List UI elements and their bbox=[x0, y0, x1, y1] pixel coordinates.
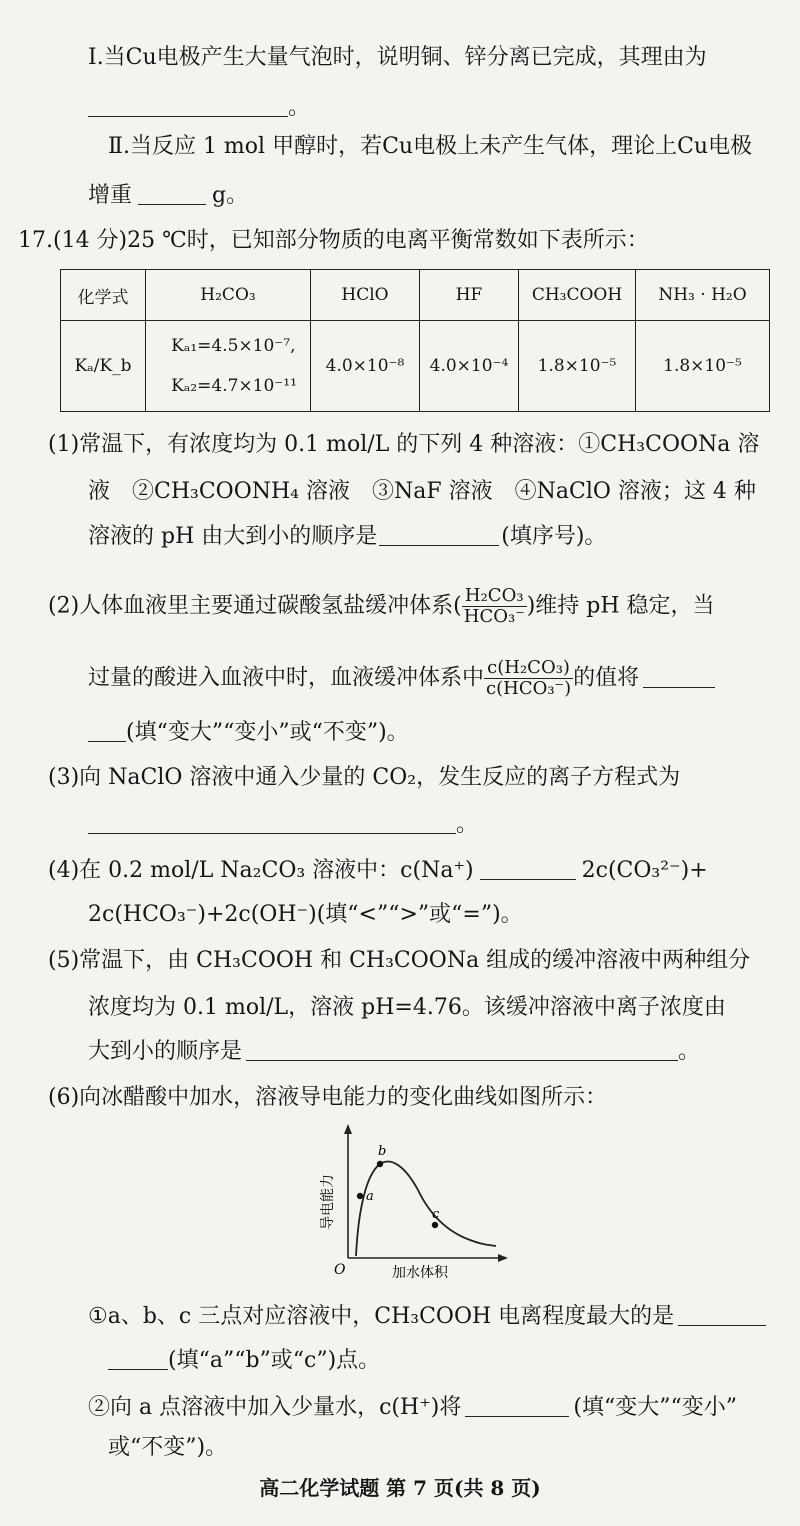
q1-line1: (1)常温下，有浓度均为 0.1 mol/L 的下列 4 种溶液：①CH₃COONa 溶 bbox=[48, 432, 760, 457]
q5-line2: 浓度均为 0.1 mol/L，溶液 pH=4.76。该缓冲溶液中离子浓度由 bbox=[88, 995, 726, 1020]
q6-line1: (6)向冰醋酸中加水，溶液导电能力的变化曲线如图所示： bbox=[48, 1085, 608, 1110]
q1-text: 溶液的 pH 由大到小的顺序是 bbox=[88, 524, 378, 549]
point-b-label: b bbox=[378, 1144, 387, 1159]
q2-hint: (填“变大”“变小”或“不变”)。 bbox=[126, 720, 409, 745]
q6-2-line1 bbox=[88, 1393, 737, 1423]
q5-text: 大到小的顺序是 bbox=[88, 1039, 243, 1064]
period: 。 bbox=[288, 95, 311, 120]
question-II-line1 bbox=[108, 132, 752, 162]
y-axis-label: 导电能力 bbox=[320, 1174, 336, 1230]
period: 。 bbox=[456, 812, 479, 837]
conductivity-graph bbox=[310, 1120, 510, 1280]
q2-line1 bbox=[48, 586, 715, 627]
answer-blank-II[interactable] bbox=[138, 182, 206, 205]
q2-text-c: 过量的酸进入血液中时，血液缓冲体系中 bbox=[88, 665, 485, 691]
fraction-denominator: c(HCO₃⁻) bbox=[486, 678, 572, 699]
ka2-value: Kₐ₂=4.7×10⁻¹¹ bbox=[171, 376, 297, 396]
fraction-numerator: c(H₂CO₃) bbox=[484, 658, 573, 679]
table-cell-nh3h2o: 1.8×10⁻⁵ bbox=[636, 321, 770, 412]
page-footer: 高二化学试题 第 7 页(共 8 页) bbox=[259, 1476, 541, 1500]
table-header-ch3cooh: CH₃COOH bbox=[519, 270, 636, 321]
q2-text-a: (2)人体血液里主要通过碳酸氢盐缓冲体系( bbox=[48, 593, 462, 619]
answer-blank-q2-part1[interactable] bbox=[643, 665, 715, 688]
q2-line2 bbox=[88, 658, 715, 699]
q1-line2: 液 ②CH₃COONH₄ 溶液 ③NaF 溶液 ④NaClO 溶液；这 4 种 bbox=[88, 479, 756, 504]
q1-line3 bbox=[88, 522, 606, 552]
q6-2-line2: 或“不变”)。 bbox=[108, 1435, 228, 1460]
concentration-ratio-fraction bbox=[484, 658, 573, 699]
q6-1-text: ①a、b、c 三点对应溶液中，CH₃COOH 电离程度最大的是 bbox=[88, 1304, 675, 1329]
q3-line2 bbox=[88, 810, 478, 840]
answer-blank-q3[interactable] bbox=[88, 811, 456, 834]
question-II-text: Ⅱ.当反应 1 mol 甲醇时，若Cu电极上未产生气体，理论上Cu电极 bbox=[108, 134, 753, 159]
answer-blank-q2-part2[interactable] bbox=[88, 719, 126, 742]
question-17-header: 17.(14 分)25 ℃时，已知部分物质的电离平衡常数如下表所示： bbox=[18, 228, 649, 253]
point-a-marker bbox=[357, 1193, 363, 1199]
table-header-h2co3: H₂CO₃ bbox=[146, 270, 311, 321]
table-header-hclo: HClO bbox=[311, 270, 420, 321]
q1-hint: (填序号)。 bbox=[501, 524, 607, 549]
question-II-line2 bbox=[88, 181, 248, 211]
answer-blank-q6-1-part1[interactable] bbox=[678, 1303, 766, 1326]
q5-line1: (5)常温下，由 CH₃COOH 和 CH₃COONa 组成的缓冲溶液中两种组分 bbox=[48, 948, 751, 973]
q2-line3 bbox=[88, 718, 409, 748]
answer-blank-q6-1-part2[interactable] bbox=[108, 1347, 168, 1370]
table-cell-h2co3 bbox=[146, 321, 311, 412]
x-axis-arrow-icon bbox=[498, 1254, 508, 1262]
buffer-ratio-fraction bbox=[462, 586, 527, 627]
answer-blank-q1[interactable] bbox=[379, 523, 499, 546]
fraction-numerator: H₂CO₃ bbox=[462, 586, 527, 607]
ionization-constant-table bbox=[60, 269, 770, 412]
q2-text-d: 的值将 bbox=[573, 665, 640, 691]
question-I-answer-line bbox=[88, 93, 310, 123]
q4-text-a: (4)在 0.2 mol/L Na₂CO₃ 溶液中：c(Na⁺) bbox=[48, 858, 474, 883]
q6-2-text: ②向 a 点溶液中加入少量水，c(H⁺)将 bbox=[88, 1395, 462, 1420]
table-cell-hf: 4.0×10⁻⁴ bbox=[420, 321, 519, 412]
q2-text-b: )维持 pH 稳定，当 bbox=[526, 593, 715, 619]
q4-line1 bbox=[48, 856, 708, 886]
fraction-denominator: HCO₃⁻ bbox=[463, 606, 525, 627]
q3-line1: (3)向 NaClO 溶液中通入少量的 CO₂，发生反应的离子方程式为 bbox=[48, 765, 681, 790]
q4-text-b: 2c(CO₃²⁻)+ bbox=[581, 858, 708, 883]
point-a-label: a bbox=[366, 1189, 374, 1204]
table-header-nh3h2o: NH₃ · H₂O bbox=[636, 270, 770, 321]
q6-1-hint: (填“a”“b”或“c”)点。 bbox=[168, 1348, 381, 1373]
answer-blank-q4[interactable] bbox=[480, 857, 576, 880]
q5-line3 bbox=[88, 1037, 700, 1067]
question-I-text: Ⅰ.当Cu电极产生大量气泡时，说明铜、锌分离已完成，其理由为 bbox=[88, 45, 707, 70]
answer-blank-I[interactable] bbox=[88, 94, 288, 117]
q4-line2: 2c(HCO₃⁻)+2c(OH⁻)(填“<”“>”或“=”)。 bbox=[88, 902, 523, 927]
ka1-value: Kₐ₁=4.5×10⁻⁷, bbox=[171, 336, 296, 356]
period: 。 bbox=[678, 1039, 701, 1064]
question-II-text-b: 增重 bbox=[88, 183, 133, 208]
table-header-formula: 化学式 bbox=[61, 270, 146, 321]
q6-1-line2 bbox=[108, 1346, 380, 1376]
conductivity-curve bbox=[356, 1162, 496, 1256]
point-b-marker bbox=[377, 1161, 383, 1167]
unit-g: g。 bbox=[212, 183, 249, 208]
y-axis-arrow-icon bbox=[344, 1124, 352, 1134]
q6-1-line1 bbox=[88, 1302, 766, 1332]
point-c-label: c bbox=[432, 1207, 440, 1222]
x-axis-label: 加水体积 bbox=[392, 1265, 448, 1280]
table-cell-hclo: 4.0×10⁻⁸ bbox=[311, 321, 420, 412]
table-row-label: Kₐ/K_b bbox=[61, 321, 146, 412]
origin-label: O bbox=[334, 1262, 346, 1278]
answer-blank-q5[interactable] bbox=[246, 1038, 678, 1061]
answer-blank-q6-2[interactable] bbox=[465, 1394, 569, 1417]
question-I-line bbox=[88, 43, 707, 73]
q6-2-hint: (填“变大”“变小” bbox=[573, 1395, 737, 1420]
table-cell-ch3cooh: 1.8×10⁻⁵ bbox=[519, 321, 636, 412]
point-c-marker bbox=[432, 1222, 438, 1228]
table-header-hf: HF bbox=[420, 270, 519, 321]
